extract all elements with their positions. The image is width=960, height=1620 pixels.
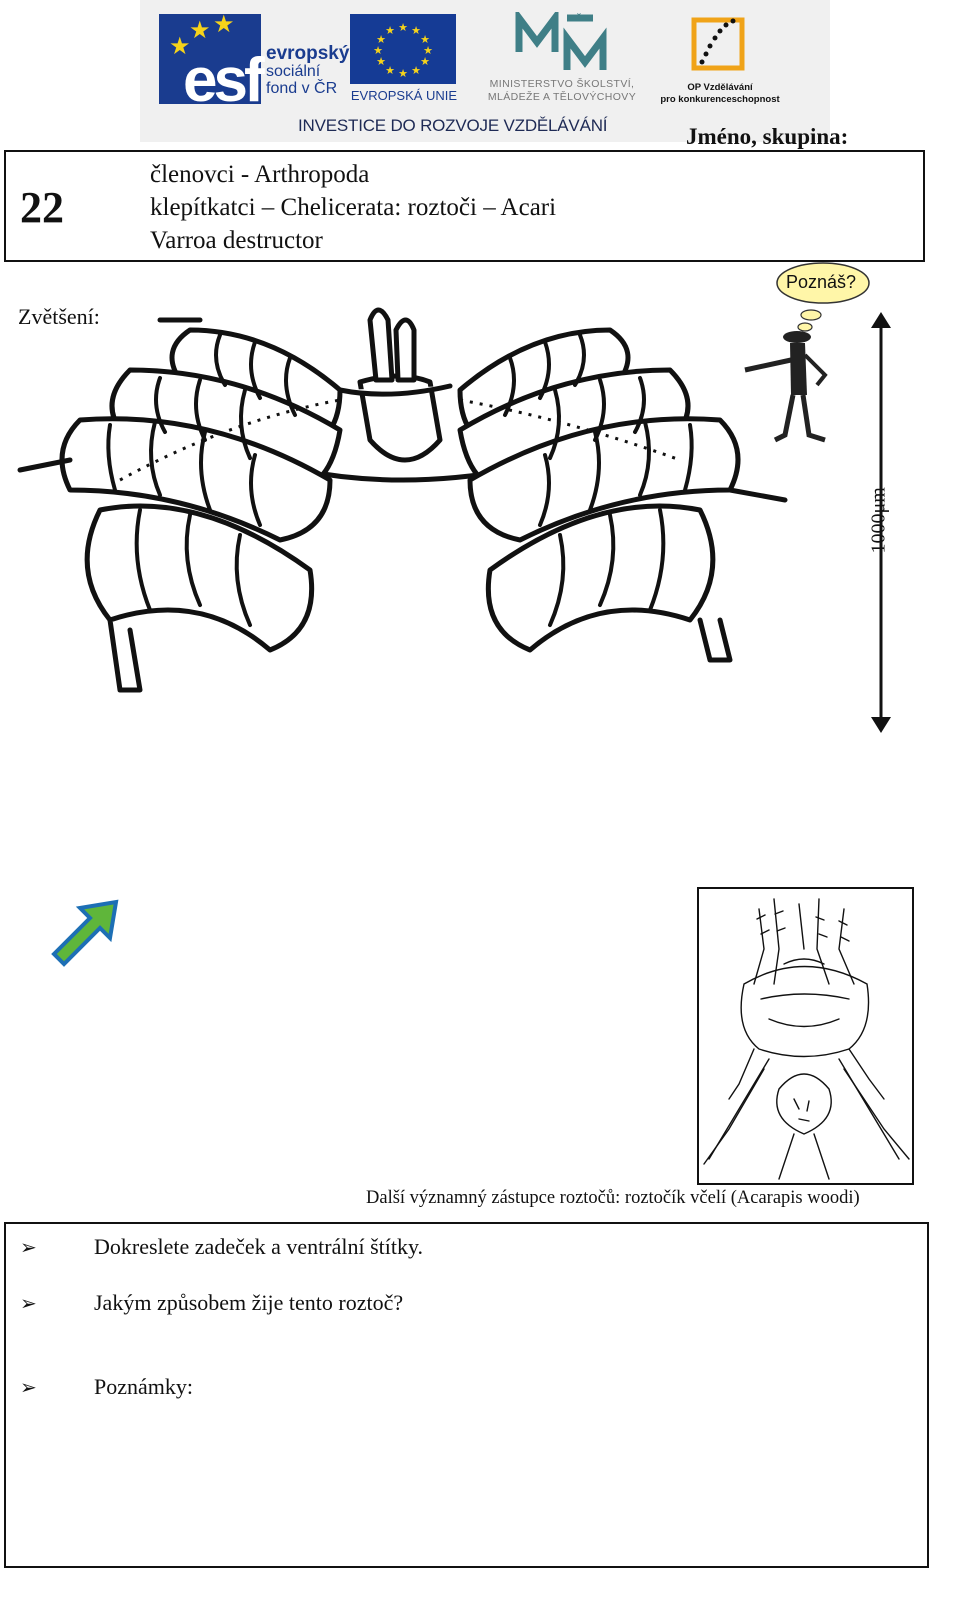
- acarapis-woodi-drawing: [699, 889, 912, 1183]
- bullet-arrow-icon: ➢: [20, 1291, 37, 1315]
- esf-text-line: fond v ČR: [266, 79, 338, 97]
- svg-text:★: ★: [398, 67, 408, 80]
- star-icon: ★: [189, 16, 211, 44]
- svg-text:★: ★: [373, 44, 383, 57]
- svg-text:★: ★: [411, 64, 421, 77]
- eu-flag: [350, 14, 456, 84]
- task-draw-abdomen: [20, 1234, 423, 1260]
- bullet-arrow-icon: ➢: [20, 1235, 37, 1259]
- esf-wordmark: esf: [183, 46, 261, 115]
- svg-text:★: ★: [385, 24, 395, 37]
- title-phylum: členovci - Arthropoda: [150, 161, 370, 188]
- task-text: Dokreslete zadeček a ventrální štítky.: [94, 1234, 424, 1259]
- magnification-label: Zvětšení:: [18, 304, 100, 329]
- taxonomy-titles: [150, 158, 556, 257]
- name-group-label: Jméno, skupina:: [686, 124, 849, 149]
- svg-text:★: ★: [398, 21, 408, 34]
- msmt-caption-line: MLÁDEŽE A TĚLOVÝCHOVY: [487, 91, 637, 104]
- esf-text-line: sociální: [266, 62, 321, 80]
- svg-text:★: ★: [420, 55, 430, 68]
- op-vzdelavani-logo: [688, 14, 748, 74]
- star-icon: ★: [213, 10, 235, 38]
- bullet-arrow-icon: ➢: [20, 1375, 37, 1399]
- svg-text:★: ★: [423, 44, 433, 57]
- esf-text: [266, 44, 349, 98]
- svg-text:★: ★: [420, 33, 430, 46]
- esf-logo: [159, 10, 261, 115]
- eu-stars-icon: [350, 14, 456, 84]
- acarapis-woodi-caption: Další významný zástupce roztočů: roztočík včelí (Acarapis woodi): [366, 1188, 860, 1208]
- op-caption-line: pro konkurenceschopnost: [660, 93, 780, 105]
- op-caption-line: OP Vzdělávání: [687, 82, 753, 93]
- task-notes: [20, 1374, 193, 1400]
- task-text: Jakým způsobem žije tento roztoč?: [94, 1290, 404, 1315]
- arrow-up-right-icon: [46, 896, 122, 972]
- svg-text:ˇ: ˇ: [577, 12, 581, 25]
- star-icon: ★: [169, 32, 191, 60]
- thought-bubble-text: Poznáš?: [786, 272, 857, 292]
- sheet-number: 22: [20, 183, 64, 232]
- scale-bar-label: 1000μm: [867, 487, 890, 554]
- svg-text:★: ★: [376, 55, 386, 68]
- msmt-logo: [515, 12, 615, 76]
- svg-text:★: ★: [411, 24, 421, 37]
- msmt-caption: [462, 78, 662, 104]
- task-text: Poznámky:: [94, 1374, 193, 1399]
- op-caption: [655, 82, 785, 106]
- header-box: [4, 150, 925, 262]
- title-species: Varroa destructor: [150, 227, 323, 254]
- task-box: [4, 1222, 929, 1568]
- svg-text:★: ★: [376, 33, 386, 46]
- title-class: klepítkatci – Chelicerata: roztoči – Acari: [150, 194, 557, 221]
- investice-slogan: INVESTICE DO ROZVOJE VZDĚLÁVÁNÍ: [298, 116, 608, 135]
- eu-caption: EVROPSKÁ UNIE: [350, 88, 458, 103]
- msmt-caption-line: MINISTERSTVO ŠKOLSTVÍ,: [489, 78, 635, 90]
- esf-text-line: evropský: [266, 43, 350, 64]
- logo-banner: [140, 0, 830, 142]
- acarapis-woodi-figure: [697, 887, 914, 1185]
- varroa-legs-drawing: [10, 290, 790, 710]
- task-lifestyle-question: [20, 1290, 403, 1316]
- svg-text:★: ★: [385, 64, 395, 77]
